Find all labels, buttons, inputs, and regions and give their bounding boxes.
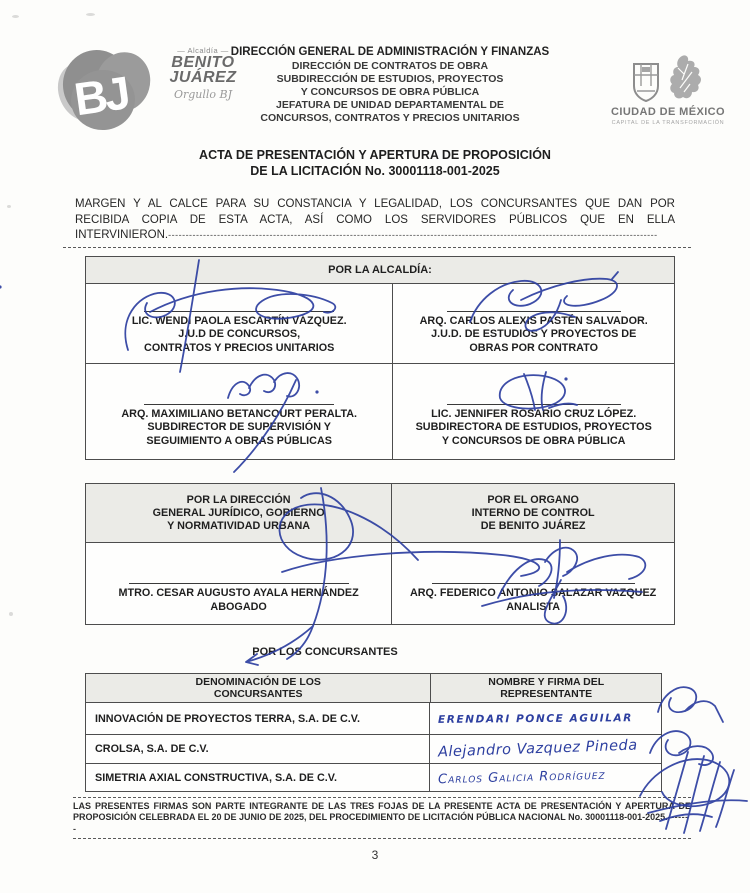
- footer-text: PROPOSICIÓN CELEBRADA EL 20 DE JUNIO DE 2025, DEL PROCEDIMIENTO DE LICITACIÓN PÚBLICA NACIONAL No. 30001118-001-2025.: [73, 812, 668, 822]
- signature-line: [144, 311, 334, 312]
- scan-smudge: [12, 15, 19, 18]
- signatory-name: ARQ. MAXIMILIANO BETANCOURT PERALTA.: [121, 407, 358, 420]
- company-name: INNOVACIÓN DE PROYECTOS TERRA, S.A. DE C.V.: [86, 703, 430, 734]
- signatory-name: LIC. JENNIFER ROSARIO CRUZ LÓPEZ.: [431, 407, 637, 420]
- signatory-role: ANALISTA: [506, 600, 560, 613]
- signatory-role: SUBDIRECTOR DE SUPERVISIÓN Y: [147, 421, 331, 433]
- header-line: POR EL ORGANO: [487, 493, 579, 506]
- letterhead-line: DIRECCIÓN GENERAL DE ADMINISTRACIÓN Y FINANZAS: [230, 46, 550, 58]
- representative-cell: [430, 735, 661, 763]
- representative-cell: [430, 703, 661, 734]
- intro-line: RECIBIDA COPIA DE ESTA ACTA, ASÍ COMO LOS SERVIDORES PÚBLICOS QUE EN ELLA: [75, 213, 675, 226]
- signatory-role: SEGUIMIENTO A OBRAS PÚBLICAS: [146, 434, 332, 447]
- letterhead-line: SUBDIRECCIÓN DE ESTUDIOS, PROYECTOS: [276, 73, 504, 85]
- representative-cell: [430, 764, 661, 791]
- signatory-name: ARQ. CARLOS ALEXIS PASTÉN SALVADOR.: [419, 314, 648, 327]
- header-line: DE BENITO JUÁREZ: [480, 519, 586, 532]
- title-line2: DE LA LICITACIÓN No. 30001118-001-2025: [250, 163, 500, 178]
- intro-text: INTERVINIERON.: [75, 229, 169, 241]
- intro-paragraph: [75, 197, 675, 244]
- page-number: 3: [371, 848, 379, 862]
- company-name: CROLSA, S.A. DE C.V.: [86, 735, 430, 763]
- bj-name-line1: BENITO: [171, 54, 235, 71]
- cdmx-logo: [598, 52, 738, 126]
- bj-initials: BJ: [71, 66, 131, 126]
- title-line1: ACTA DE PRESENTACIÓN Y APERTURA DE PROPOSICIÓN: [199, 148, 551, 162]
- signatory-role: J.U.D. DE ESTUDIOS Y PROYECTOS DE: [431, 328, 637, 340]
- letterhead-line: CONCURSOS, CONTRATOS Y PRECIOS UNITARIOS: [260, 112, 520, 124]
- letterhead: [205, 46, 575, 125]
- signatory-cell-ayala: [86, 543, 392, 624]
- concursante-row: [86, 764, 661, 791]
- header-line: DENOMINACIÓN DE LOS: [195, 676, 321, 688]
- footer-dash-fill: -------: [73, 812, 689, 834]
- bj-alcaldia-label: — Alcaldía —: [177, 46, 229, 55]
- column-header-denominacion: [86, 674, 431, 703]
- header-line: GENERAL JURÍDICO, GOBIERNO: [152, 506, 325, 519]
- representative-handwriting: Carlos Galicia Rodríguez: [438, 767, 607, 788]
- column-header-representante: [431, 674, 661, 703]
- alcaldia-signature-table: [85, 256, 675, 460]
- concursantes-title: POR LOS CONCURSANTES: [252, 646, 398, 658]
- signatory-role: Y CONCURSOS DE OBRA PÚBLICA: [441, 434, 626, 447]
- direccion-header-cell: [86, 484, 392, 543]
- alcaldia-table-header: POR LA ALCALDÍA:: [86, 257, 674, 284]
- document-title: [0, 148, 750, 179]
- header-line: REPRESENTANTE: [500, 688, 593, 700]
- letterhead-line: Y CONCURSOS DE OBRA PÚBLICA: [300, 86, 480, 98]
- signature-line: [447, 404, 621, 405]
- dashed-separator: [63, 247, 691, 248]
- concursante-row: [86, 735, 661, 764]
- organo-header-cell: [392, 484, 674, 543]
- header-line: CONCURSANTES: [213, 688, 303, 700]
- direccion-signature-table: [85, 483, 675, 625]
- signatory-cell-escartin: [86, 284, 393, 364]
- scan-smudge: [9, 612, 13, 616]
- signatory-role: OBRAS POR CONTRATO: [469, 341, 598, 354]
- concursante-row: [86, 703, 661, 735]
- signature-line: [129, 583, 349, 584]
- letterhead-line: DIRECCIÓN DE CONTRATOS DE OBRA: [291, 60, 489, 72]
- cdmx-shield-icon: [632, 62, 660, 102]
- signatory-name: LIC. WENDI PAOLA ESCARTÍN VÁZQUEZ.: [131, 314, 347, 327]
- signatory-cell-salazar: [392, 543, 674, 624]
- signatory-role: SUBDIRECTORA DE ESTUDIOS, PROYECTOS: [415, 421, 652, 433]
- signatory-cell-cruz: [393, 364, 674, 459]
- representative-handwriting: Alejandro Vazquez Pineda: [437, 737, 639, 761]
- footer-line: LAS PRESENTES FIRMAS SON PARTE INTEGRANTE DE LAS TRES FOJAS DE LA PRESENTE ACTA DE PRESENTACIÓN Y APERTURA DE: [73, 800, 691, 811]
- signatory-role: J.U.D DE CONCURSOS,: [178, 328, 301, 340]
- cdmx-map-icon: [668, 54, 704, 102]
- signatory-role: CONTRATOS Y PRECIOS UNITARIOS: [144, 341, 335, 354]
- bj-name-line2: JUÁREZ: [169, 69, 237, 86]
- representative-handwriting: ERENDARI PONCE AGUILAR: [438, 711, 634, 726]
- intro-line: MARGEN Y AL CALCE PARA SU CONSTANCIA Y LEGALIDAD, LOS CONCURSANTES QUE DAN POR: [75, 198, 675, 210]
- signature-line: [432, 583, 635, 584]
- signature-line: [144, 404, 334, 405]
- cdmx-subtitle: CAPITAL DE LA TRANSFORMACIÓN: [611, 120, 725, 126]
- signatory-cell-betancourt: [86, 364, 393, 459]
- scan-smudge: [7, 205, 11, 208]
- header-line: Y NORMATIVIDAD URBANA: [167, 519, 311, 532]
- signatory-cell-pasten: [393, 284, 674, 364]
- company-name: SIMETRIA AXIAL CONSTRUCTIVA, S.A. DE C.V.: [86, 764, 430, 791]
- cdmx-title: CIUDAD DE MÉXICO: [611, 106, 725, 118]
- signatory-role: ABOGADO: [210, 600, 267, 613]
- bj-heart-icon: [45, 40, 160, 145]
- concursantes-table: [85, 673, 662, 792]
- intro-line: [75, 228, 675, 244]
- scan-smudge: [86, 13, 95, 16]
- intro-dash-fill: --------------------------------------------------------------------------------------------------------------------------------------------: [168, 230, 658, 240]
- footer-line: [73, 812, 691, 835]
- signatory-name: ARQ. FEDERICO ANTONIO SALAZAR VAZQUEZ: [409, 587, 657, 599]
- signatory-name: MTRO. CESAR AUGUSTO AYALA HERNÁNDEZ: [118, 587, 359, 599]
- letterhead-line: JEFATURA DE UNIDAD DEPARTAMENTAL DE: [276, 99, 504, 111]
- header-line: INTERNO DE CONTROL: [471, 506, 595, 519]
- signature-concursante1-ink: [658, 687, 723, 722]
- signature-line: [447, 311, 621, 312]
- footer-legend: [73, 797, 691, 839]
- bj-tagline: Orgullo BJ: [173, 88, 233, 101]
- header-line: POR LA DIRECCIÓN: [186, 493, 291, 506]
- header-line: NOMBRE Y FIRMA DEL: [488, 676, 605, 688]
